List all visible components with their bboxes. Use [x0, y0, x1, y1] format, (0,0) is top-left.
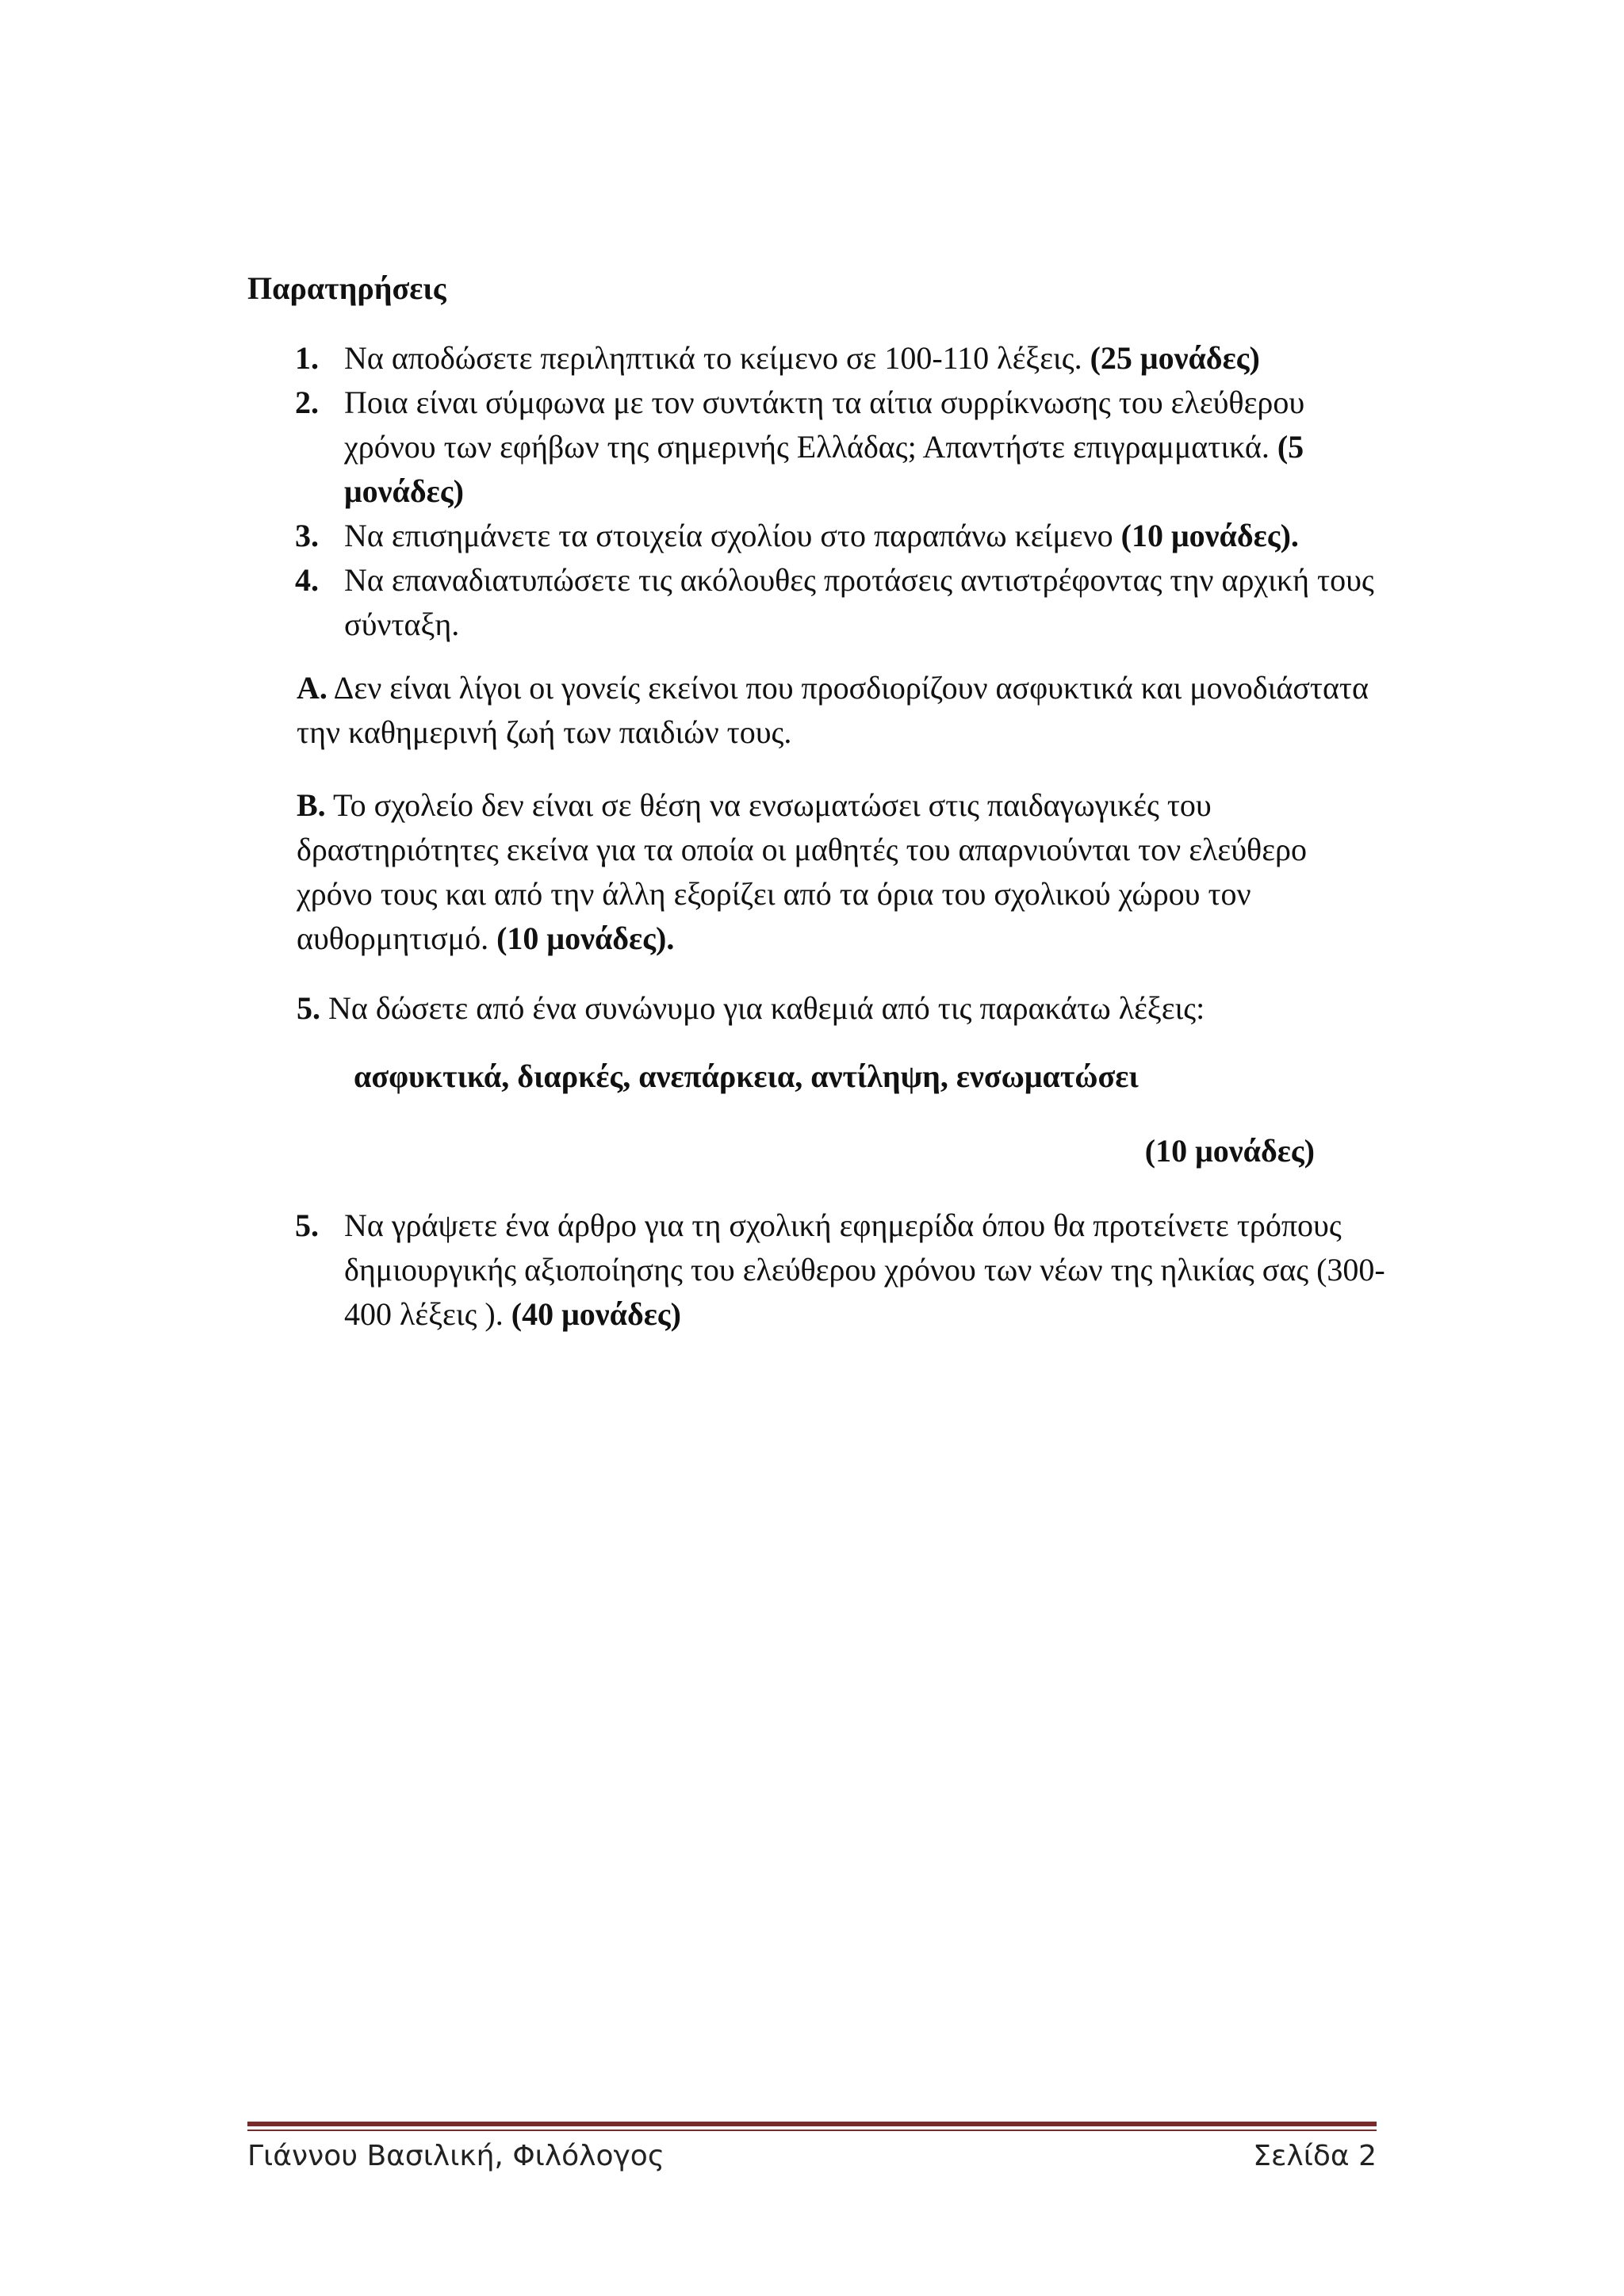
- question-number: 4.: [295, 562, 319, 598]
- section-heading: Παρατηρήσεις: [247, 270, 446, 306]
- question-text: Να επισημάνετε τα στοιχεία σχολίου στο παραπάνω κείμενο: [344, 518, 1121, 553]
- question-number: 2.: [295, 385, 319, 420]
- question-number: 1.: [295, 340, 319, 376]
- question-text: Ποια είναι σύμφωνα με τον συντάκτη τα αίτια συρρίκνωσης του ελεύθερου χρόνου των εφήβων της σημερινής Ελλάδας; Απαντήστε επιγραμματικά.: [344, 385, 1305, 465]
- question-number: 3.: [295, 518, 319, 553]
- question-points: (40 μονάδες): [511, 1296, 681, 1332]
- sentence-text: Δεν είναι λίγοι οι γονείς εκείνοι που προσδιορίζουν ασφυκτικά και μονοδιάστατα την καθημερινή ζωή των παιδιών τους.: [297, 670, 1369, 750]
- footer-page-number: Σελίδα 2: [1253, 2140, 1377, 2172]
- question-6: [247, 1203, 1391, 1337]
- question-text: Να γράψετε ένα άρθρο για τη σχολική εφημερίδα όπου θα προτείνετε τρόπους δημιουργικής αξιοποίησης του ελεύθερου χρόνου των νέων της ηλικίας σας (300-400 λέξεις ).: [344, 1207, 1385, 1332]
- question-5-points: (10 μονάδες): [1144, 1133, 1315, 1169]
- question-3: [247, 514, 1389, 558]
- question-points: (10 μονάδες).: [1120, 518, 1299, 553]
- question-text: Να αποδώσετε περιληπτικά το κείμενο σε 100-110 λέξεις.: [344, 340, 1090, 376]
- sentence-label: Β.: [297, 787, 326, 823]
- question-number: 5.: [295, 1207, 319, 1243]
- sentence-label: Α.: [297, 670, 327, 706]
- question-5: [297, 986, 1375, 1031]
- sentence-points: (10 μονάδες).: [496, 920, 675, 956]
- question-2: [247, 381, 1389, 514]
- footer-rule-thin: [247, 2130, 1377, 2131]
- question-points: (25 μονάδες): [1090, 340, 1260, 376]
- word-list: ασφυκτικά, διαρκές, ανεπάρκεια, αντίληψη, ενσωματώσει: [354, 1058, 1139, 1094]
- question-text: Να δώσετε από ένα συνώνυμο για καθεμιά από τις παρακάτω λέξεις:: [320, 990, 1205, 1026]
- question-text: Να επαναδιατυπώσετε τις ακόλουθες προτάσεις αντιστρέφοντας την αρχική τους σύνταξη.: [344, 562, 1374, 642]
- question-list: [247, 336, 1389, 647]
- footer-rule-thick: [247, 2122, 1377, 2126]
- sentence-text: Το σχολείο δεν είναι σε θέση να ενσωματώσει στις παιδαγωγικές του δραστηριότητες εκείνα για τα οποία οι μαθητές του απαρνιούνται τον ελεύθερο χρόνο τους και από την άλλη εξορίζει από τα όρια του σχολικού χώρου τον αυθορμητισμό.: [297, 787, 1307, 956]
- sentence-a: [297, 666, 1375, 755]
- question-number: 5.: [297, 990, 320, 1026]
- question-points: (5 μονάδες): [344, 429, 1304, 509]
- question-4: [247, 558, 1389, 647]
- question-1: [247, 336, 1389, 381]
- sentence-b: [297, 783, 1375, 961]
- footer-author: Γιάννου Βασιλική, Φιλόλογος: [247, 2140, 665, 2172]
